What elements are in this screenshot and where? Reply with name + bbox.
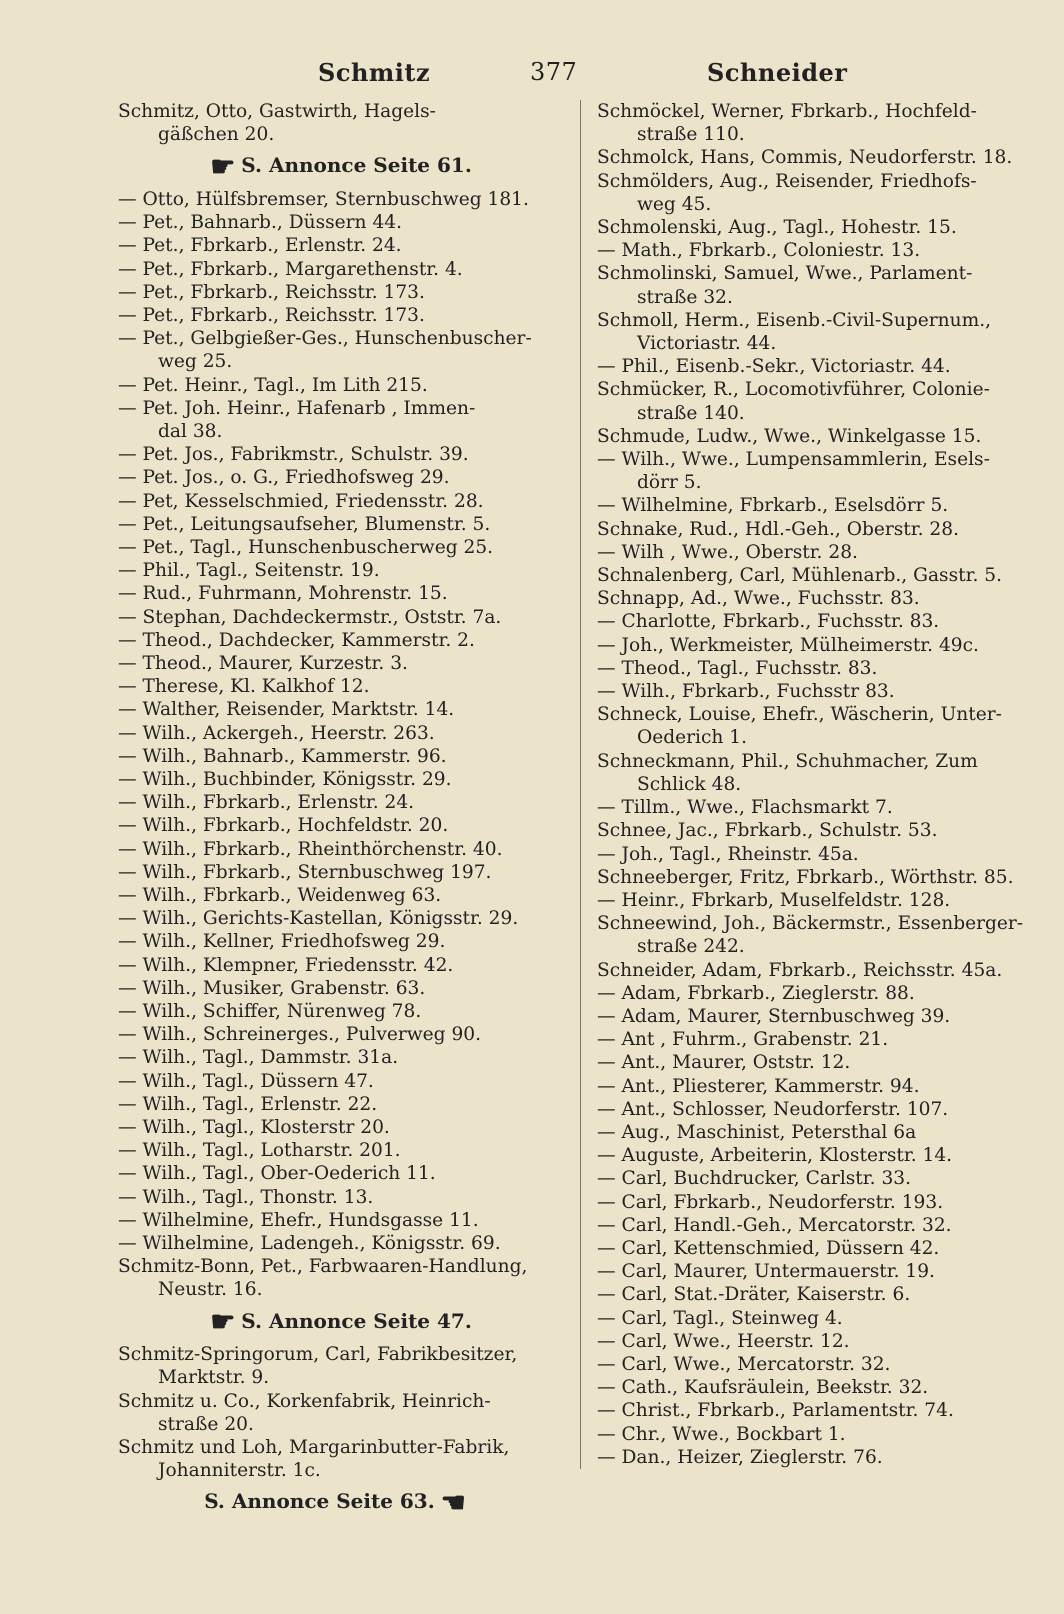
- entry-line: Schmude, Ludw., Wwe., Winkelgasse 15.: [597, 425, 982, 447]
- directory-entry: [118, 582, 558, 605]
- entry-line: — Theod., Maurer, Kurzestr. 3.: [118, 652, 408, 674]
- entry-continuation: weg 45.: [637, 193, 712, 215]
- entry-continuation: Victoriastr. 44.: [637, 333, 777, 355]
- directory-entry: [118, 652, 558, 675]
- entry-line: — Theod., Tagl., Fuchsstr. 83.: [597, 657, 878, 679]
- entry-line: — Carl, Handl.-Geh., Mercatorstr. 32.: [597, 1214, 952, 1236]
- entry-line: — Rud., Fuhrmann, Mohrenstr. 15.: [118, 583, 448, 605]
- entry-line: — Phil., Tagl., Seitenstr. 19.: [118, 560, 380, 582]
- entry-line: — Wilh., Fbrkarb., Fuchsstr 83.: [597, 681, 895, 703]
- entry-line: — Wilh., Ackergeh., Heerstr. 263.: [118, 722, 435, 744]
- entry-line: — Wilh., Klempner, Friedensstr. 42.: [118, 954, 454, 976]
- entry-continuation: straße 20.: [158, 1413, 254, 1435]
- directory-entry: [118, 722, 558, 745]
- entry-continuation: Marktstr. 9.: [158, 1367, 270, 1389]
- entry-continuation: Neustr. 16.: [158, 1279, 263, 1301]
- entry-line: — Pet., Fbrkarb., Reichsstr. 173.: [118, 281, 425, 303]
- entry-continuation: gäßchen 20.: [158, 124, 275, 146]
- entry-line: — Heinr., Fbrkarb, Muselfeldstr. 128.: [597, 889, 951, 911]
- directory-entry: [597, 657, 1035, 680]
- entry-line: — Otto, Hülfsbremser, Sternbuschweg 181.: [118, 188, 529, 210]
- columns: [118, 100, 1024, 1600]
- directory-entry: [118, 861, 558, 884]
- directory-entry: [597, 1028, 1035, 1051]
- entry-line: — Wilh., Musiker, Grabenstr. 63.: [118, 977, 426, 999]
- directory-entry: [118, 100, 558, 146]
- entry-line: Schmolinski, Samuel, Wwe., Parlament-: [597, 263, 973, 285]
- directory-entry: [597, 703, 1035, 749]
- entry-continuation: straße 32.: [637, 286, 733, 308]
- entry-line: Schneckmann, Phil., Schuhmacher, Zum: [597, 750, 978, 772]
- entry-line: — Wilh., Bahnarb., Kammerstr. 96.: [118, 745, 447, 767]
- directory-entry: [118, 397, 558, 443]
- directory-entry: [118, 907, 558, 930]
- directory-entry: [118, 1343, 558, 1389]
- directory-entry: [118, 838, 558, 861]
- entry-line: — Phil., Eisenb.-Sekr., Victoriastr. 44.: [597, 356, 951, 378]
- entry-line: Schneewind, Joh., Bäckermstr., Essenberger-: [597, 913, 1024, 935]
- directory-entry: [597, 866, 1035, 889]
- entry-line: — Wilh., Schreinerges., Pulverweg 90.: [118, 1024, 482, 1046]
- entry-line: Schnake, Rud., Hdl.-Geh., Oberstr. 28.: [597, 518, 959, 540]
- entry-line: — Joh., Werkmeister, Mülheimerstr. 49c.: [597, 634, 979, 656]
- directory-entry: [118, 954, 558, 977]
- entry-line: — Pet., Bahnarb., Düssern 44.: [118, 212, 403, 234]
- directory-entry: [118, 698, 558, 721]
- entry-line: — Carl, Wwe., Mercatorstr. 32.: [597, 1353, 891, 1375]
- entry-line: — Aug., Maschinist, Petersthal 6a: [597, 1121, 917, 1143]
- directory-entry: [118, 1162, 558, 1185]
- directory-entry: [597, 1423, 1035, 1446]
- left-column: [118, 100, 558, 1524]
- directory-entry: [597, 239, 1035, 262]
- directory-entry: [597, 750, 1035, 796]
- directory-entry: [118, 188, 558, 211]
- directory-entry: [597, 146, 1035, 169]
- entry-line: — Adam, Fbrkarb., Zieglerstr. 88.: [597, 982, 915, 1004]
- directory-entry: [118, 513, 558, 536]
- entry-line: Schmitz und Loh, Margarinbutter-Fabrik,: [118, 1436, 510, 1458]
- entry-line: — Pet., Leitungsaufseher, Blumenstr. 5.: [118, 513, 491, 535]
- header-left-keyword: Schmitz: [318, 58, 431, 87]
- entry-line: — Math., Fbrkarb., Coloniestr. 13.: [597, 240, 921, 262]
- entry-line: — Carl, Tagl., Steinweg 4.: [597, 1307, 843, 1329]
- entry-continuation: straße 110.: [637, 124, 745, 146]
- entry-line: — Ant., Schlosser, Neudorferstr. 107.: [597, 1098, 949, 1120]
- directory-entry: [597, 1237, 1035, 1260]
- entry-continuation: straße 140.: [637, 402, 745, 424]
- directory-entry: [118, 327, 558, 373]
- annonce-note: [118, 150, 558, 182]
- entry-continuation: Johanniterstr. 1c.: [158, 1460, 321, 1482]
- entry-line: — Wilhelmine, Fbrkarb., Eselsdörr 5.: [597, 495, 949, 517]
- directory-entry: [597, 1005, 1035, 1028]
- entry-line: — Pet, Kesselschmied, Friedensstr. 28.: [118, 490, 484, 512]
- entry-line: — Wilh , Wwe., Oberstr. 28.: [597, 541, 858, 563]
- entry-line: — Dan., Heizer, Zieglerstr. 76.: [597, 1446, 883, 1468]
- entry-line: — Wilh., Fbrkarb., Weidenweg 63.: [118, 885, 442, 906]
- entry-line: — Joh., Tagl., Rheinstr. 45a.: [597, 843, 859, 865]
- directory-entry: [118, 1139, 558, 1162]
- directory-entry: [597, 1121, 1035, 1144]
- entry-line: — Carl, Wwe., Heerstr. 12.: [597, 1330, 850, 1352]
- entry-line: — Wilh., Tagl., Dammstr. 31a.: [118, 1047, 399, 1069]
- entry-line: Schneider, Adam, Fbrkarb., Reichsstr. 45a.: [597, 959, 1003, 981]
- page-number: 377: [530, 58, 578, 86]
- directory-entry: [118, 1186, 558, 1209]
- entry-line: — Pet., Fbrkarb., Margarethenstr. 4.: [118, 258, 463, 280]
- annonce-note: [118, 1486, 558, 1518]
- directory-entry: [118, 281, 558, 304]
- directory-entry: [597, 564, 1035, 587]
- entry-line: — Wilh., Tagl., Lotharstr. 201.: [118, 1140, 401, 1162]
- entry-line: — Wilh., Tagl., Erlenstr. 22.: [118, 1093, 378, 1115]
- directory-entry: [597, 425, 1035, 448]
- directory-entry: [597, 587, 1035, 610]
- directory-entry: [118, 304, 558, 327]
- entry-line: — Pet., Fbrkarb., Erlenstr. 24.: [118, 235, 402, 257]
- entry-line: — Pet. Joh. Heinr., Hafenarb , Immen-: [118, 397, 476, 419]
- entry-line: — Wilh., Kellner, Friedhofsweg 29.: [118, 931, 446, 953]
- entry-line: — Stephan, Dachdeckermstr., Oststr. 7a.: [118, 606, 502, 628]
- directory-entry: [118, 211, 558, 234]
- directory-entry: [597, 355, 1035, 378]
- entry-line: — Adam, Maurer, Sternbuschweg 39.: [597, 1005, 951, 1027]
- directory-entry: [118, 1390, 558, 1436]
- entry-line: — Wilh., Wwe., Lumpensammlerin, Esels-: [597, 449, 990, 471]
- entry-line: — Wilh., Fbrkarb., Hochfeldstr. 20.: [118, 815, 449, 837]
- directory-entry: [118, 745, 558, 768]
- directory-entry: [597, 796, 1035, 819]
- directory-entry: [118, 1070, 558, 1093]
- entry-line: — Pet., Gelbgießer-Ges., Hunschenbuscher-: [118, 328, 532, 350]
- pointing-hand-icon: ☛: [210, 1305, 236, 1339]
- directory-entry: [597, 819, 1035, 842]
- page-header: [0, 48, 1064, 98]
- entry-line: Schmölders, Aug., Reisender, Friedhofs-: [597, 170, 977, 192]
- directory-entry: [597, 1260, 1035, 1283]
- directory-entry: [597, 216, 1035, 239]
- entry-line: — Wilh., Fbrkarb., Sternbuschweg 197.: [118, 861, 492, 883]
- entry-line: — Carl, Kettenschmied, Düssern 42.: [597, 1237, 940, 1259]
- entry-continuation: Schlick 48.: [637, 773, 742, 795]
- directory-entry: [118, 629, 558, 652]
- entry-continuation: dal 38.: [158, 420, 223, 442]
- directory-entry: [597, 1191, 1035, 1214]
- directory-entry: [597, 170, 1035, 216]
- entry-line: Schneck, Louise, Ehefr., Wäscherin, Unter-: [597, 704, 1002, 726]
- directory-entry: [597, 1330, 1035, 1353]
- directory-entry: [118, 768, 558, 791]
- header-right-keyword: Schneider: [707, 58, 848, 87]
- entry-line: — Christ., Fbrkarb., Parlamentstr. 74.: [597, 1400, 954, 1422]
- directory-entry: [118, 234, 558, 257]
- directory-entry: [118, 443, 558, 466]
- entry-line: Schmitz-Springorum, Carl, Fabrikbesitzer,: [118, 1344, 518, 1366]
- directory-entry: [597, 982, 1035, 1005]
- directory-entry: [118, 1000, 558, 1023]
- entry-line: — Pet., Tagl., Hunschenbuscherweg 25.: [118, 536, 494, 558]
- directory-entry: [118, 466, 558, 489]
- entry-line: Schmoll, Herm., Eisenb.-Civil-Supernum.,: [597, 309, 992, 331]
- directory-entry: [597, 634, 1035, 657]
- directory-entry: [118, 374, 558, 397]
- entry-line: — Carl, Fbrkarb., Neudorferstr. 193.: [597, 1191, 944, 1213]
- directory-entry: [118, 1255, 558, 1301]
- entry-line: — Walther, Reisender, Marktstr. 14.: [118, 699, 455, 721]
- entry-line: — Wilh., Buchbinder, Königsstr. 29.: [118, 768, 452, 790]
- directory-entry: [597, 1167, 1035, 1190]
- pointing-hand-icon: ☚: [440, 1485, 466, 1519]
- entry-line: Schnapp, Ad., Wwe., Fuchsstr. 83.: [597, 588, 920, 610]
- annonce-text: S. Annonce Seite 47.: [241, 1308, 472, 1333]
- directory-entry: [597, 1307, 1035, 1330]
- entry-line: — Cath., Kaufsräulein, Beekstr. 32.: [597, 1377, 929, 1399]
- directory-entry: [597, 912, 1035, 958]
- directory-entry: [597, 680, 1035, 703]
- entry-line: Schnee, Jac., Fbrkarb., Schulstr. 53.: [597, 820, 938, 842]
- directory-entry: [597, 889, 1035, 912]
- entry-line: — Wilh., Tagl., Ober-Oederich 11.: [118, 1163, 436, 1185]
- entry-line: — Ant., Maurer, Oststr. 12.: [597, 1052, 851, 1074]
- directory-entry: [118, 884, 558, 907]
- entry-line: — Auguste, Arbeiterin, Klosterstr. 14.: [597, 1145, 953, 1167]
- entry-line: — Wilh., Fbrkarb., Erlenstr. 24.: [118, 792, 415, 814]
- pointing-hand-icon: ☛: [210, 149, 236, 183]
- entry-line: — Wilh., Fbrkarb., Rheinthörchenstr. 40.: [118, 838, 503, 860]
- directory-entry: [118, 814, 558, 837]
- directory-entry: [597, 309, 1035, 355]
- entry-line: — Tillm., Wwe., Flachsmarkt 7.: [597, 797, 893, 819]
- entry-line: — Wilhelmine, Ladengeh., Königsstr. 69.: [118, 1233, 501, 1255]
- directory-entry: [597, 1144, 1035, 1167]
- entry-line: Schnalenberg, Carl, Mühlenarb., Gasstr. 5.: [597, 565, 1003, 587]
- directory-entry: [597, 1399, 1035, 1422]
- entry-line: — Wilh., Schiffer, Nürenweg 78.: [118, 1001, 422, 1023]
- entry-continuation: dörr 5.: [637, 472, 702, 494]
- directory-entry: [597, 610, 1035, 633]
- entry-line: — Ant., Pliesterer, Kammerstr. 94.: [597, 1075, 920, 1097]
- directory-entry: [118, 1232, 558, 1255]
- annonce-note: [118, 1306, 558, 1338]
- entry-line: — Pet. Heinr., Tagl., Im Lith 215.: [118, 374, 428, 396]
- entry-line: Schmöckel, Werner, Fbrkarb., Hochfeld-: [597, 101, 977, 122]
- directory-entry: [597, 959, 1035, 982]
- directory-entry: [597, 262, 1035, 308]
- entry-line: — Carl, Stat.-Dräter, Kaiserstr. 6.: [597, 1284, 911, 1306]
- entry-line: — Ant , Fuhrm., Grabenstr. 21.: [597, 1029, 889, 1051]
- entry-line: Schneeberger, Fritz, Fbrkarb., Wörthstr. 85.: [597, 866, 1014, 888]
- directory-entry: [597, 448, 1035, 494]
- entry-line: — Wilhelmine, Ehefr., Hundsgasse 11.: [118, 1209, 479, 1231]
- entry-line: Schmitz, Otto, Gastwirth, Hagels-: [118, 101, 436, 122]
- annonce-text: S. Annonce Seite 63.: [204, 1489, 435, 1514]
- entry-line: — Wilh., Tagl., Thonstr. 13.: [118, 1186, 374, 1208]
- entry-continuation: weg 25.: [158, 351, 233, 373]
- directory-entry: [597, 378, 1035, 424]
- entry-line: — Pet. Jos., o. G., Friedhofsweg 29.: [118, 467, 450, 489]
- entry-line: Schmitz u. Co., Korkenfabrik, Heinrich-: [118, 1390, 491, 1412]
- directory-entry: [597, 1353, 1035, 1376]
- directory-entry: [597, 1446, 1035, 1469]
- entry-line: — Therese, Kl. Kalkhof 12.: [118, 676, 370, 698]
- directory-entry: [597, 1075, 1035, 1098]
- directory-entry: [118, 1046, 558, 1069]
- entry-line: Schmolenski, Aug., Tagl., Hohestr. 15.: [597, 217, 957, 239]
- entry-continuation: straße 242.: [637, 936, 745, 958]
- entry-line: — Theod., Dachdecker, Kammerstr. 2.: [118, 629, 475, 651]
- annonce-text: S. Annonce Seite 61.: [241, 153, 472, 178]
- directory-entry: [118, 258, 558, 281]
- entry-line: Schmolck, Hans, Commis, Neudorferstr. 18.: [597, 147, 1013, 169]
- right-column: [580, 100, 1035, 1469]
- directory-entry: [597, 1098, 1035, 1121]
- directory-entry: [118, 977, 558, 1000]
- directory-entry: [118, 490, 558, 513]
- directory-entry: [597, 100, 1035, 146]
- directory-entry: [118, 1209, 558, 1232]
- directory-entry: [118, 606, 558, 629]
- entry-line: — Wilh., Tagl., Klosterstr 20.: [118, 1117, 390, 1139]
- directory-entry: [597, 1214, 1035, 1237]
- entry-line: — Carl, Buchdrucker, Carlstr. 33.: [597, 1168, 912, 1190]
- directory-entry: [597, 843, 1035, 866]
- entry-continuation: Oederich 1.: [637, 727, 748, 749]
- entry-line: — Wilh., Tagl., Düssern 47.: [118, 1070, 374, 1092]
- directory-entry: [597, 494, 1035, 517]
- directory-entry: [118, 559, 558, 582]
- entry-line: Schmücker, R., Locomotivführer, Colonie-: [597, 379, 990, 401]
- entry-line: — Charlotte, Fbrkarb., Fuchsstr. 83.: [597, 611, 940, 633]
- directory-entry: [118, 1023, 558, 1046]
- directory-entry: [118, 1116, 558, 1139]
- entry-line: — Pet. Jos., Fabrikmstr., Schulstr. 39.: [118, 444, 469, 466]
- directory-entry: [597, 518, 1035, 541]
- directory-entry: [118, 1436, 558, 1482]
- directory-entry: [597, 541, 1035, 564]
- entry-line: Schmitz-Bonn, Pet., Farbwaaren-Handlung,: [118, 1256, 528, 1278]
- directory-entry: [597, 1376, 1035, 1399]
- entry-line: — Carl, Maurer, Untermauerstr. 19.: [597, 1261, 935, 1283]
- directory-entry: [118, 1093, 558, 1116]
- directory-entry: [118, 791, 558, 814]
- directory-entry: [597, 1283, 1035, 1306]
- entry-line: — Chr., Wwe., Bockbart 1.: [597, 1423, 846, 1445]
- directory-entry: [597, 1051, 1035, 1074]
- directory-entry: [118, 930, 558, 953]
- entry-line: — Wilh., Gerichts-Kastellan, Königsstr. 29.: [118, 908, 519, 930]
- directory-entry: [118, 675, 558, 698]
- entry-line: — Pet., Fbrkarb., Reichsstr. 173.: [118, 304, 425, 326]
- directory-entry: [118, 536, 558, 559]
